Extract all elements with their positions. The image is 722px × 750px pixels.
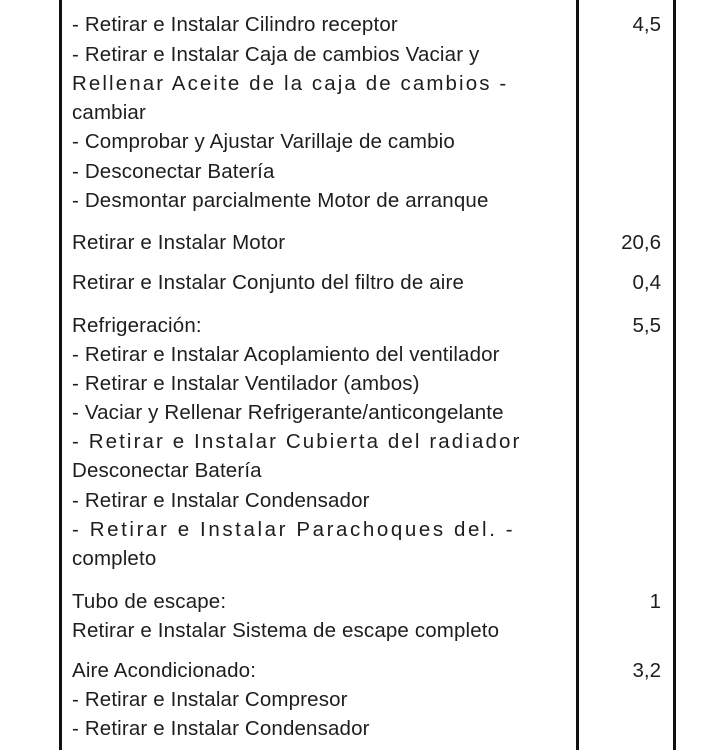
operation-line: - Retirar e Instalar Acoplamiento del ventilador — [72, 343, 500, 366]
operation-line: cambiar — [72, 101, 146, 124]
labor-time-value: 4,5 — [632, 13, 661, 36]
labor-time-value: 20,6 — [621, 231, 661, 254]
operation-line: Aire Acondicionado: — [72, 659, 257, 682]
operation-line: Retirar e Instalar Conjunto del filtro de aire — [72, 271, 465, 294]
operation-line: - Retirar e Instalar Condensador — [72, 489, 370, 512]
operation-line: - Retirar e Instalar Caja de cambios Vaciar y — [72, 43, 480, 66]
operation-line: - Retirar e Instalar Cubierta del radiador — [72, 430, 522, 453]
labor-time-value: 3,2 — [632, 659, 661, 682]
labor-time-value: 5,5 — [632, 314, 661, 337]
table-border-left — [59, 0, 62, 750]
operation-line: completo — [72, 547, 157, 570]
operation-line: - Comprobar y Ajustar Varillaje de cambio — [72, 130, 455, 153]
operation-line: Retirar e Instalar Motor — [72, 231, 286, 254]
table-border-right — [673, 0, 676, 750]
operation-line: Refrigeración: — [72, 314, 202, 337]
operation-line: Desconectar Batería — [72, 459, 262, 482]
table-column-divider — [576, 0, 579, 750]
operation-line: Tubo de escape: — [72, 590, 227, 613]
operation-line: - Desmontar parcialmente Motor de arranque — [72, 189, 489, 212]
operation-line: - Retirar e Instalar Cilindro receptor — [72, 13, 398, 36]
labor-time-value: 0,4 — [632, 271, 661, 294]
operation-line: - Desconectar Batería — [72, 160, 275, 183]
operation-line: - Retirar e Instalar Parachoques del. - — [72, 518, 516, 541]
labor-time-value: 1 — [649, 590, 661, 613]
operation-line: - Retirar e Instalar Ventilador (ambos) — [72, 372, 420, 395]
operation-line: - Vaciar y Rellenar Refrigerante/anticongelante — [72, 401, 504, 424]
operation-line: Rellenar Aceite de la caja de cambios - — [72, 72, 509, 95]
operation-line: Retirar e Instalar Sistema de escape completo — [72, 619, 500, 642]
operation-line: - Retirar e Instalar Condensador — [72, 717, 370, 740]
operation-line: - Retirar e Instalar Compresor — [72, 688, 348, 711]
